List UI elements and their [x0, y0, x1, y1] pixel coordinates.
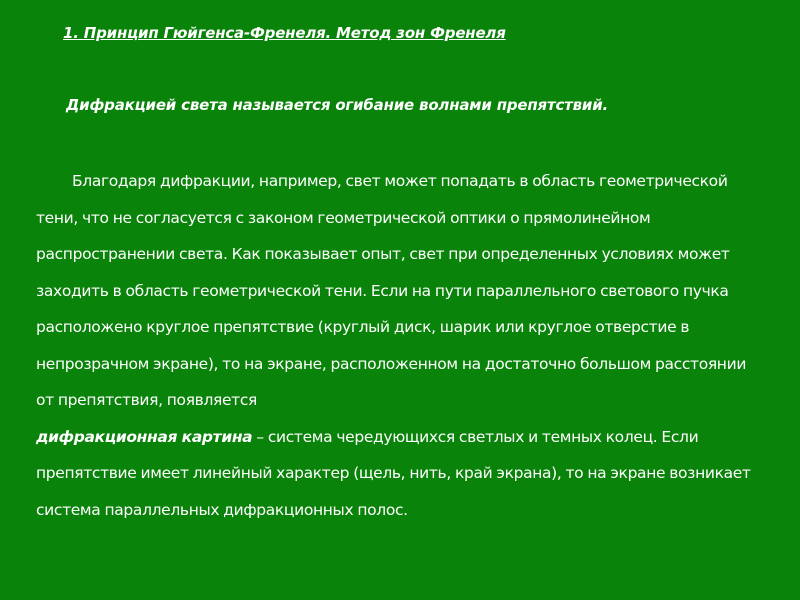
- paragraph-part-1: Благодаря дифракции, например, свет может попадать в область геометрической тени, что не согласуется с законом геометрической оптики о прямолинейном распространении света. Как показывает опыт, свет при определенных условиях может заходить в область геометрической тени. Если на пути параллельного светового пучка расположено круглое препятствие (круглый диск, шарик или круглое отверстие в непрозрачном экране), то на экране, расположенном на достаточно большом расстоянии от препятствия, появляется: [36, 172, 747, 409]
- slide-heading: 1. Принцип Гюйгенса-Френеля. Метод зон Френеля: [63, 24, 506, 42]
- term-diffraction-pattern: дифракционная картина: [36, 427, 253, 446]
- body-paragraph: [36, 163, 758, 528]
- definition-text: Дифракцией света называется огибание волнами препятствий.: [66, 96, 609, 114]
- paragraph-part-2: – система чередующихся светлых и темных колец. Если препятствие имеет линейный характер (щель, нить, край экрана), то на экране возникает система параллельных дифракционных полос.: [36, 427, 751, 519]
